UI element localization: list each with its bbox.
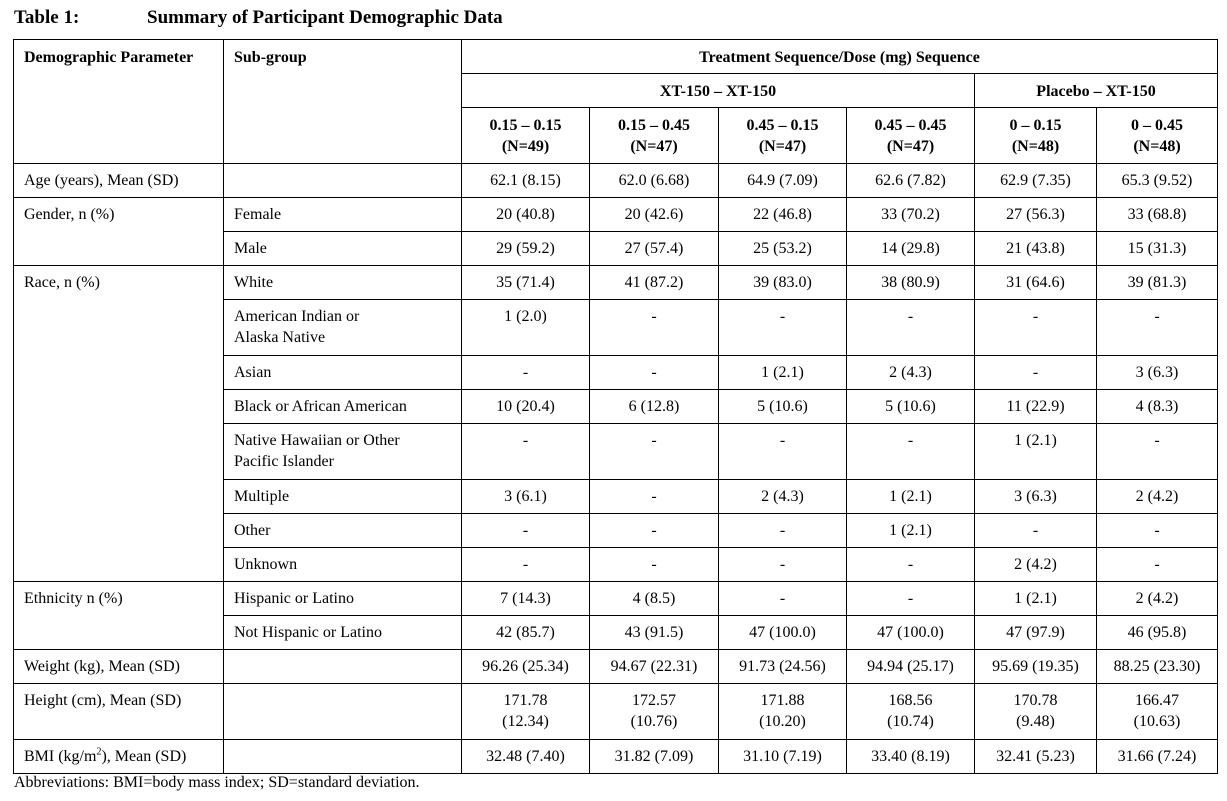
- row-subgroup: Not Hispanic or Latino: [224, 616, 462, 650]
- table-cell: 1 (2.1): [847, 480, 975, 514]
- table-cell: [1097, 684, 1218, 740]
- table-cell: -: [1097, 514, 1218, 548]
- column-dose: 0 – 0.45: [1131, 117, 1183, 134]
- row-subgroup-empty: [224, 650, 462, 684]
- row-subgroup: Unknown: [224, 548, 462, 582]
- mean-value: 171.78: [503, 692, 548, 709]
- table-cell: -: [847, 300, 975, 356]
- table-cell: 62.6 (7.82): [847, 164, 975, 198]
- table-cell: 43 (91.5): [590, 616, 719, 650]
- table-cell: -: [1097, 548, 1218, 582]
- table-cell: 39 (81.3): [1097, 266, 1218, 300]
- bmi-label-prefix: BMI (kg/m: [24, 748, 97, 765]
- table-cell: -: [462, 356, 590, 390]
- table-cell: -: [462, 548, 590, 582]
- column-n: (N=49): [501, 138, 550, 155]
- table-row-race-white: [14, 266, 1218, 300]
- table-cell: -: [590, 300, 719, 356]
- table-cell: 39 (83.0): [719, 266, 847, 300]
- table-cell: 33.40 (8.19): [847, 740, 975, 774]
- table-cell: -: [719, 548, 847, 582]
- header-column-4: [847, 108, 975, 164]
- column-n: (N=47): [630, 138, 678, 155]
- table-cell: 94.94 (25.17): [847, 650, 975, 684]
- table-cell: -: [719, 300, 847, 356]
- table-cell: 15 (31.3): [1097, 232, 1218, 266]
- sd-value: (10.74): [887, 713, 934, 730]
- table-cell: -: [719, 582, 847, 616]
- table-cell: 27 (57.4): [590, 232, 719, 266]
- table-cell: 2 (4.2): [975, 548, 1097, 582]
- column-n: (N=48): [1011, 138, 1060, 155]
- header-column-3: [719, 108, 847, 164]
- table-cell: [462, 684, 590, 740]
- row-subgroup: Female: [224, 198, 462, 232]
- row-subgroup-empty: [224, 164, 462, 198]
- table-cell: 3 (6.3): [975, 480, 1097, 514]
- column-dose: 0.15 – 0.15: [489, 117, 562, 134]
- row-subgroup: Black or African American: [224, 390, 462, 424]
- mean-value: 168.56: [888, 692, 933, 709]
- table-cell: 96.26 (25.34): [462, 650, 590, 684]
- row-subgroup: Other: [224, 514, 462, 548]
- table-cell: -: [847, 548, 975, 582]
- table-cell: -: [719, 514, 847, 548]
- table-cell: 62.1 (8.15): [462, 164, 590, 198]
- row-parameter: Height (cm), Mean (SD): [14, 684, 224, 740]
- header-treatment-sequence: Treatment Sequence/Dose (mg) Sequence: [462, 40, 1218, 74]
- table-cell: -: [847, 582, 975, 616]
- table-row-weight: [14, 650, 1218, 684]
- row-subgroup: [224, 300, 462, 356]
- table-cell: 31.66 (7.24): [1097, 740, 1218, 774]
- table-cell: [847, 684, 975, 740]
- mean-value: 166.47: [1135, 692, 1179, 709]
- table-cell: -: [590, 480, 719, 514]
- table-cell: 41 (87.2): [590, 266, 719, 300]
- row-subgroup-empty: [224, 740, 462, 774]
- row-parameter: Age (years), Mean (SD): [14, 164, 224, 198]
- table-cell: 62.9 (7.35): [975, 164, 1097, 198]
- table-cell: -: [590, 514, 719, 548]
- table-row-ethnicity-hispanic: [14, 582, 1218, 616]
- table-cell: 62.0 (6.68): [590, 164, 719, 198]
- table-row-age: [14, 164, 1218, 198]
- table-cell: 6 (12.8): [590, 390, 719, 424]
- table-cell: 2 (4.2): [1097, 480, 1218, 514]
- table-cell: -: [847, 424, 975, 480]
- mean-value: 172.57: [632, 692, 676, 709]
- mean-value: 171.88: [760, 692, 805, 709]
- table-cell: 22 (46.8): [719, 198, 847, 232]
- table-cell: -: [462, 514, 590, 548]
- table-cell: 1 (2.1): [847, 514, 975, 548]
- table-cell: -: [462, 424, 590, 480]
- column-dose: 0.45 – 0.15: [746, 117, 819, 134]
- header-group-placebo: Placebo – XT-150: [975, 74, 1218, 108]
- sd-value: (9.48): [1016, 713, 1055, 730]
- table-cell: 31.10 (7.19): [719, 740, 847, 774]
- table-cell: 14 (29.8): [847, 232, 975, 266]
- row-parameter: Gender, n (%): [14, 198, 224, 266]
- header-column-2: [590, 108, 719, 164]
- mean-value: 170.78: [1013, 692, 1058, 709]
- row-parameter: Race, n (%): [14, 266, 224, 582]
- table-cell: 11 (22.9): [975, 390, 1097, 424]
- table-cell: 5 (10.6): [719, 390, 847, 424]
- table-cell: 91.73 (24.56): [719, 650, 847, 684]
- bmi-label-suffix: ), Mean (SD): [101, 748, 187, 765]
- table-cell: -: [975, 300, 1097, 356]
- table-cell: 88.25 (23.30): [1097, 650, 1218, 684]
- table-row-gender-female: [14, 198, 1218, 232]
- table-cell: 21 (43.8): [975, 232, 1097, 266]
- table-cell: -: [975, 514, 1097, 548]
- table-cell: 33 (68.8): [1097, 198, 1218, 232]
- table-title: Summary of Participant Demographic Data: [147, 7, 503, 28]
- table-cell: 32.48 (7.40): [462, 740, 590, 774]
- table-cell: 32.41 (5.23): [975, 740, 1097, 774]
- subgroup-line: Alaska Native: [234, 329, 326, 346]
- table-cell: -: [590, 356, 719, 390]
- table-cell: [590, 684, 719, 740]
- table-cell: [719, 684, 847, 740]
- column-dose: 0 – 0.15: [1009, 117, 1062, 134]
- subgroup-line: Native Hawaiian or Other: [234, 432, 400, 449]
- row-subgroup: Multiple: [224, 480, 462, 514]
- table-cell: -: [590, 424, 719, 480]
- table-cell: -: [590, 548, 719, 582]
- table-cell: 2 (4.3): [719, 480, 847, 514]
- row-parameter: Weight (kg), Mean (SD): [14, 650, 224, 684]
- table-cell: 10 (20.4): [462, 390, 590, 424]
- header-group-xt150: XT-150 – XT-150: [462, 74, 975, 108]
- column-n: (N=47): [886, 138, 935, 155]
- table-caption: [14, 4, 503, 32]
- subgroup-line: American Indian or: [234, 308, 360, 325]
- column-n: (N=47): [758, 138, 807, 155]
- table-cell: 47 (100.0): [847, 616, 975, 650]
- header-column-6: [1097, 108, 1218, 164]
- column-dose: 0.45 – 0.45: [874, 117, 947, 134]
- sd-value: (10.63): [1133, 713, 1181, 730]
- sd-value: (10.76): [630, 713, 678, 730]
- table-cell: -: [719, 424, 847, 480]
- header-demographic-parameter: Demographic Parameter: [14, 40, 224, 164]
- header-subgroup: Sub-group: [224, 40, 462, 164]
- table-cell: 35 (71.4): [462, 266, 590, 300]
- header-column-5: [975, 108, 1097, 164]
- table-cell: 25 (53.2): [719, 232, 847, 266]
- table-cell: 29 (59.2): [462, 232, 590, 266]
- header-column-1: [462, 108, 590, 164]
- column-n: (N=48): [1133, 138, 1181, 155]
- table-cell: 33 (70.2): [847, 198, 975, 232]
- demographics-table: [13, 39, 1218, 774]
- row-parameter: Ethnicity n (%): [14, 582, 224, 650]
- column-dose: 0.15 – 0.45: [618, 117, 690, 134]
- table-cell: 95.69 (19.35): [975, 650, 1097, 684]
- table-cell: 42 (85.7): [462, 616, 590, 650]
- table-cell: 65.3 (9.52): [1097, 164, 1218, 198]
- table-cell: 4 (8.3): [1097, 390, 1218, 424]
- row-subgroup: Asian: [224, 356, 462, 390]
- table-cell: 20 (40.8): [462, 198, 590, 232]
- table-cell: 7 (14.3): [462, 582, 590, 616]
- table-cell: 4 (8.5): [590, 582, 719, 616]
- table-cell: 1 (2.1): [975, 424, 1097, 480]
- table-cell: -: [1097, 300, 1218, 356]
- table-cell: 47 (97.9): [975, 616, 1097, 650]
- row-subgroup: White: [224, 266, 462, 300]
- table-cell: 1 (2.1): [975, 582, 1097, 616]
- sd-value: (10.20): [759, 713, 806, 730]
- table-cell: 47 (100.0): [719, 616, 847, 650]
- header-row-1: [14, 40, 1218, 74]
- row-parameter: [14, 740, 224, 774]
- subgroup-line: Pacific Islander: [234, 453, 334, 470]
- table-cell: 46 (95.8): [1097, 616, 1218, 650]
- table-cell: -: [1097, 424, 1218, 480]
- table-cell: 31.82 (7.09): [590, 740, 719, 774]
- row-subgroup: Hispanic or Latino: [224, 582, 462, 616]
- row-subgroup-empty: [224, 684, 462, 740]
- table-cell: 64.9 (7.09): [719, 164, 847, 198]
- sd-value: (12.34): [502, 713, 549, 730]
- table-cell: -: [975, 356, 1097, 390]
- row-subgroup: [224, 424, 462, 480]
- table-cell: 1 (2.1): [719, 356, 847, 390]
- table-cell: [975, 684, 1097, 740]
- table-cell: 2 (4.3): [847, 356, 975, 390]
- bmi-label-superscript: 2: [96, 746, 102, 758]
- table-cell: 2 (4.2): [1097, 582, 1218, 616]
- table-number: Table 1:: [14, 7, 80, 28]
- table-cell: 5 (10.6): [847, 390, 975, 424]
- table-cell: 31 (64.6): [975, 266, 1097, 300]
- table-footnote: Abbreviations: BMI=body mass index; SD=standard deviation.: [14, 774, 420, 791]
- table-cell: 3 (6.3): [1097, 356, 1218, 390]
- table-cell: 20 (42.6): [590, 198, 719, 232]
- table-cell: 38 (80.9): [847, 266, 975, 300]
- table-cell: 94.67 (22.31): [590, 650, 719, 684]
- table-row-height: [14, 684, 1218, 740]
- table-cell: 1 (2.0): [462, 300, 590, 356]
- row-subgroup: Male: [224, 232, 462, 266]
- table-cell: 27 (56.3): [975, 198, 1097, 232]
- table-cell: 3 (6.1): [462, 480, 590, 514]
- table-row-bmi: [14, 740, 1218, 774]
